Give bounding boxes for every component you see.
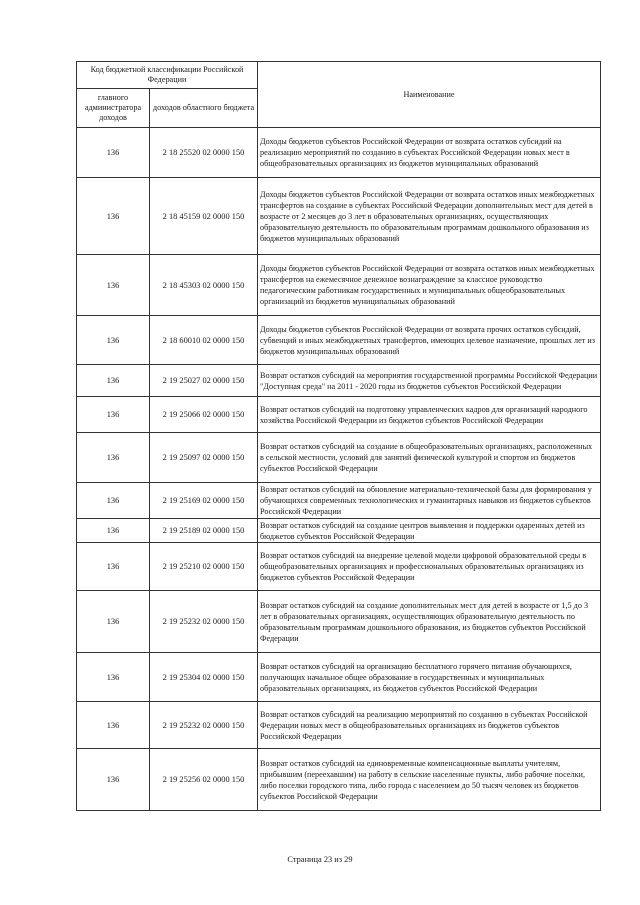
table-row (77, 128, 601, 178)
name-cell: Возврат остатков субсидий на организацию бесплатного горячего питания обучающихся, получающих начальное общее образование в государственных и муниципальных образовательных организациях, из бюджетов субъектов Российской Федерации (258, 653, 601, 702)
header-admin: главного администратора доходов (77, 89, 150, 128)
admin-code-cell: 136 (77, 591, 150, 653)
name-cell: Возврат остатков субсидий на создание центров выявления и поддержки одаренных детей из бюджетов субъектов Российской Федерации (258, 519, 601, 543)
table-row (77, 653, 601, 702)
budget-code-cell: 2 18 25520 02 0000 150 (150, 128, 258, 178)
admin-code-cell: 136 (77, 519, 150, 543)
admin-code-cell: 136 (77, 365, 150, 397)
budget-code-cell: 2 19 25066 02 0000 150 (150, 397, 258, 433)
name-cell: Доходы бюджетов субъектов Российской Федерации от возврата остатков иных межбюджетных трансфертов на ежемесячное денежное вознаграждение за классное руководство педагогическим работникам государственных и муниципальных общеобразовательных организаций из бюджетов муниципальных образований (258, 255, 601, 316)
table-row (77, 365, 601, 397)
budget-code-cell: 2 19 25027 02 0000 150 (150, 365, 258, 397)
name-cell: Возврат остатков субсидий на внедрение целевой модели цифровой образовательной среды в общеобразовательных организациях и профессиональных образовательных организациях из бюджетов субъектов Российской Федерации (258, 543, 601, 591)
budget-code-cell: 2 19 25232 02 0000 150 (150, 591, 258, 653)
name-cell: Доходы бюджетов субъектов Российской Федерации от возврата остатков иных межбюджетных трансфертов на создание в субъектах Российской Федерации дополнительных мест для детей в возрасте от 2 месяцев до 3 лет в образовательных организациях, осуществляющих образовательную деятельность по образовательным программам дошкольного образования из бюджетов муниципальных образований (258, 178, 601, 255)
table-row (77, 255, 601, 316)
budget-code-cell: 2 18 45159 02 0000 150 (150, 178, 258, 255)
name-cell: Возврат остатков субсидий на единовременные компенсационные выплаты учителям, прибывшим (переехавшим) на работу в сельские населенные пункты, либо рабочие поселки, либо поселки городского типа, либо города с населением до 50 тысяч человек из бюджетов субъектов Российской Федерации (258, 749, 601, 811)
admin-code-cell: 136 (77, 749, 150, 811)
name-cell: Возврат остатков субсидий на обновление материально-технической базы для формирования у обучающихся современных технологических и гуманитарных навыков из бюджетов субъектов Российской Федерации (258, 483, 601, 519)
admin-code-cell: 136 (77, 316, 150, 365)
budget-code-cell: 2 19 25304 02 0000 150 (150, 653, 258, 702)
admin-code-cell: 136 (77, 702, 150, 749)
table-row (77, 543, 601, 591)
budget-code-cell: 2 19 25097 02 0000 150 (150, 433, 258, 483)
page-footer: Страница 23 из 29 (287, 855, 353, 864)
budget-code-cell: 2 18 60010 02 0000 150 (150, 316, 258, 365)
table-row (77, 483, 601, 519)
table-row (77, 749, 601, 811)
header-name: Наименование (258, 62, 601, 128)
table-row (77, 178, 601, 255)
budget-code-cell: 2 19 25232 02 0000 150 (150, 702, 258, 749)
admin-code-cell: 136 (77, 543, 150, 591)
name-cell: Доходы бюджетов субъектов Российской Федерации от возврата прочих остатков субсидий, субвенций и иных межбюджетных трансфертов, имеющих целевое назначение, прошлых лет из бюджетов муниципальных образований (258, 316, 601, 365)
name-cell: Возврат остатков субсидий на подготовку управленческих кадров для организаций народного хозяйства Российской Федерации из бюджетов субъектов Российской Федерации (258, 397, 601, 433)
budget-code-cell: 2 19 25256 02 0000 150 (150, 749, 258, 811)
header-code: доходов областного бюджета (150, 89, 258, 128)
admin-code-cell: 136 (77, 433, 150, 483)
admin-code-cell: 136 (77, 255, 150, 316)
name-cell: Возврат остатков субсидий на мероприятия государственной программы Российской Федерации "Доступная среда" на 2011 - 2020 годы из бюджетов субъектов Российской Федерации (258, 365, 601, 397)
budget-code-cell: 2 18 45303 02 0000 150 (150, 255, 258, 316)
admin-code-cell: 136 (77, 483, 150, 519)
budget-code-cell: 2 19 25169 02 0000 150 (150, 483, 258, 519)
name-cell: Возврат остатков субсидий на создание дополнительных мест для детей в возрасте от 1,5 до 3 лет в образовательных организациях, осуществляющих образовательную деятельность по образовательным программам дошкольного образования, из бюджетов субъектов Российской Федерации (258, 591, 601, 653)
table-row (77, 316, 601, 365)
admin-code-cell: 136 (77, 653, 150, 702)
name-cell: Возврат остатков субсидий на создание в общеобразовательных организациях, расположенных в сельской местности, условий для занятий физической культурой и спортом из бюджетов субъектов Российской Федерации (258, 433, 601, 483)
budget-code-cell: 2 19 25189 02 0000 150 (150, 519, 258, 543)
budget-code-cell: 2 19 25210 02 0000 150 (150, 543, 258, 591)
budget-classification-table (76, 61, 601, 811)
table-row (77, 433, 601, 483)
table-row (77, 519, 601, 543)
name-cell: Доходы бюджетов субъектов Российской Федерации от возврата остатков субсидий на реализацию мероприятий по созданию в субъектах Российской Федерации новых мест в общеобразовательных организациях из бюджетов муниципальных образований (258, 128, 601, 178)
name-cell: Возврат остатков субсидий на реализацию мероприятий по созданию в субъектах Российской Федерации новых мест в общеобразовательных организациях из бюджетов субъектов Российской Федерации (258, 702, 601, 749)
header-group-title: Код бюджетной классификации Российской Федерации (77, 62, 258, 89)
admin-code-cell: 136 (77, 128, 150, 178)
admin-code-cell: 136 (77, 178, 150, 255)
table-row (77, 702, 601, 749)
table-row (77, 591, 601, 653)
admin-code-cell: 136 (77, 397, 150, 433)
table-row (77, 397, 601, 433)
